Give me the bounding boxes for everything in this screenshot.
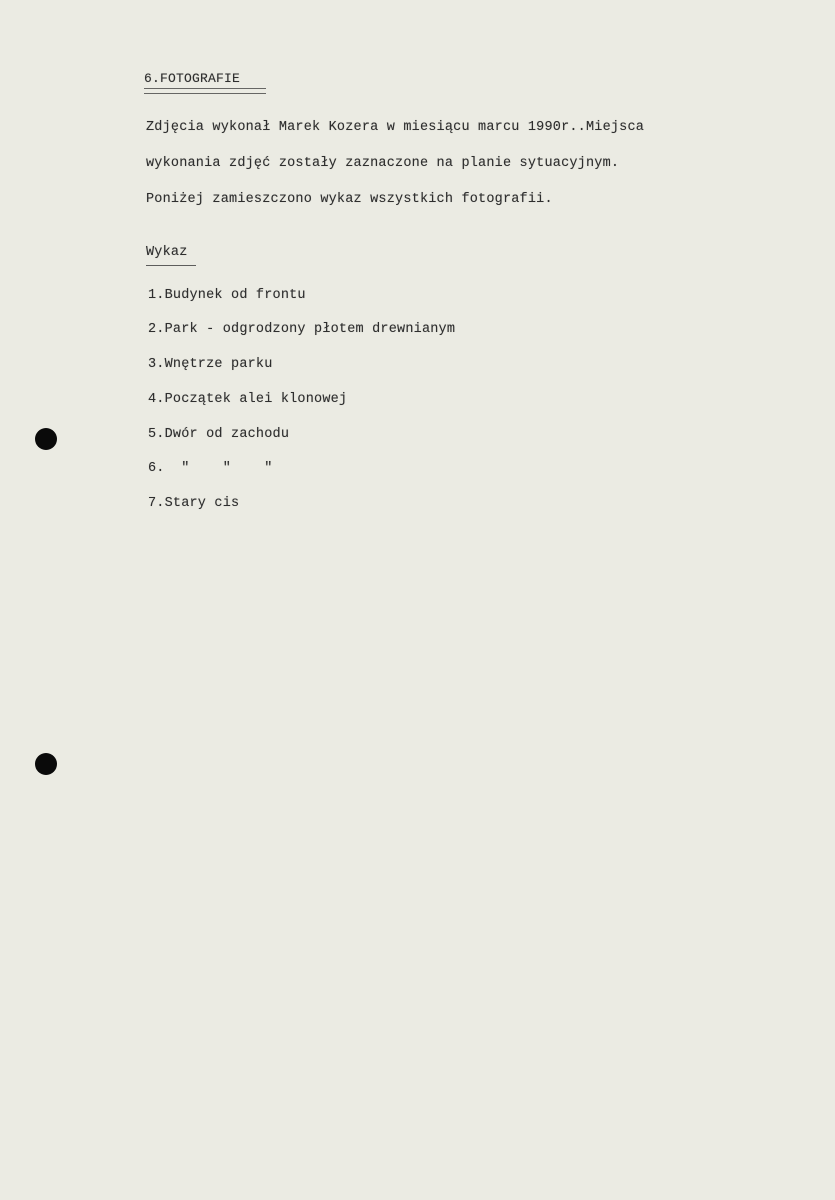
list-item: 3.Wnętrze parku [148,357,273,372]
paragraph-line-1: Zdjęcia wykonał Marek Kozera w miesiącu marcu 1990r..Miejsca [146,120,645,135]
list-item: 7.Stary cis [148,496,240,511]
heading-double-underline [144,88,266,94]
list-item: 1.Budynek od frontu [148,288,306,303]
list-item: 2.Park - odgrodzony płotem drewnianym [148,322,456,337]
list-item: 6. " " " [148,461,273,476]
list-title: Wykaz [146,245,188,260]
list-title-underline [146,265,196,266]
list-item: 4.Początek alei klonowej [148,392,348,407]
paragraph-line-2: wykonania zdjęć zostały zaznaczone na planie sytuacyjnym. [146,156,620,171]
binder-punch-hole [35,753,57,775]
paragraph-line-3: Poniżej zamieszczono wykaz wszystkich fotografii. [146,192,553,207]
section-heading: 6.FOTOGRAFIE [144,71,241,86]
list-item: 5.Dwór od zachodu [148,427,290,442]
binder-punch-hole [35,428,57,450]
